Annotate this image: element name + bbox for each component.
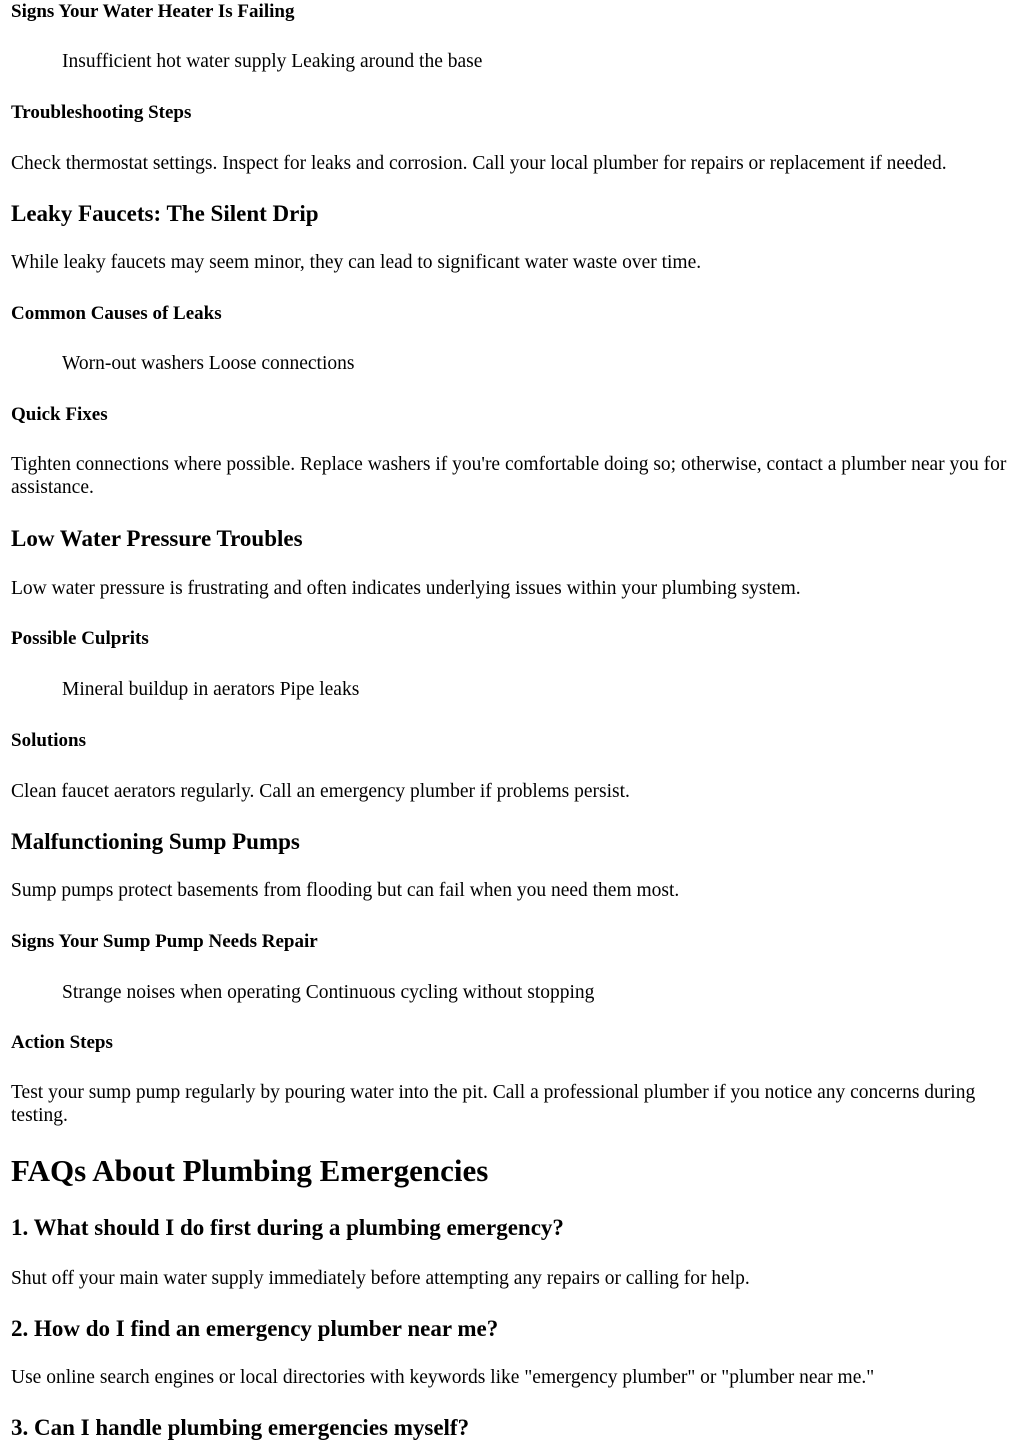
faq-question-3: 3. Can I handle plumbing emergencies myself? xyxy=(11,1415,470,1440)
culprits-heading: Possible Culprits xyxy=(11,628,149,649)
troubleshooting-text: Check thermostat settings. Inspect for leaks and corrosion. Call your local plumber for repairs or replacement if needed. xyxy=(11,153,947,174)
leaky-faucets-heading: Leaky Faucets: The Silent Drip xyxy=(11,201,319,226)
solutions-heading: Solutions xyxy=(11,730,86,751)
leaky-faucets-intro: While leaky faucets may seem minor, they can lead to significant water waste over time. xyxy=(11,252,702,273)
faq-answer-2: Use online search engines or local directories with keywords like "emergency plumber" or "plumber near me." xyxy=(11,1367,875,1388)
action-steps-heading: Action Steps xyxy=(11,1032,113,1053)
solutions-text: Clean faucet aerators regularly. Call an emergency plumber if problems persist. xyxy=(11,781,630,802)
sump-pumps-intro: Sump pumps protect basements from flooding but can fail when you need them most. xyxy=(11,880,680,901)
sump-pumps-heading: Malfunctioning Sump Pumps xyxy=(11,829,300,854)
faq-answer-1: Shut off your main water supply immediately before attempting any repairs or calling for help. xyxy=(11,1268,750,1289)
water-heater-signs-list: Insufficient hot water supply Leaking around the base xyxy=(62,51,483,72)
sump-signs-heading: Signs Your Sump Pump Needs Repair xyxy=(11,931,318,952)
leak-causes-heading: Common Causes of Leaks xyxy=(11,303,222,324)
low-pressure-intro: Low water pressure is frustrating and often indicates underlying issues within your plumbing system. xyxy=(11,578,801,599)
quick-fixes-heading: Quick Fixes xyxy=(11,404,108,425)
low-pressure-heading: Low Water Pressure Troubles xyxy=(11,526,303,551)
faq-question-2: 2. How do I find an emergency plumber near me? xyxy=(11,1316,499,1341)
faq-heading: FAQs About Plumbing Emergencies xyxy=(11,1153,489,1188)
quick-fixes-text: Tighten connections where possible. Replace washers if you're comfortable doing so; otherwise, contact a plumber near you for assistance. xyxy=(11,454,1007,498)
troubleshooting-heading: Troubleshooting Steps xyxy=(11,102,192,123)
sump-signs-list: Strange noises when operating Continuous cycling without stopping xyxy=(62,982,595,1003)
leak-causes-list: Worn-out washers Loose connections xyxy=(62,353,355,374)
action-steps-text: Test your sump pump regularly by pouring water into the pit. Call a professional plumber if you notice any concerns during testing. xyxy=(11,1082,976,1126)
water-heater-signs-heading: Signs Your Water Heater Is Failing xyxy=(11,1,295,22)
culprits-list: Mineral buildup in aerators Pipe leaks xyxy=(62,679,360,700)
faq-question-1: 1. What should I do first during a plumbing emergency? xyxy=(11,1215,564,1240)
